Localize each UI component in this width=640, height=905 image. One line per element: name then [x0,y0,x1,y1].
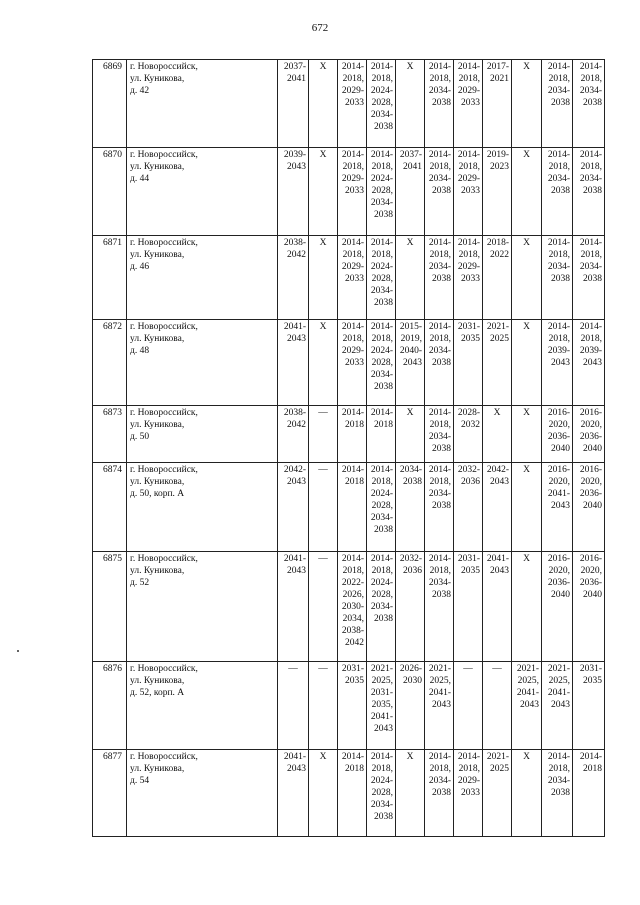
period-cell: 2014- 2018 [367,406,396,463]
period-cell: 2014- 2018, 2034- 2038 [425,148,454,236]
period-cell: 2016- 2020, 2036- 2040 [542,406,573,463]
period-cell: 2014- 2018, 2034- 2038 [425,552,454,662]
period-cell: 2037- 2041 [278,60,309,148]
table-body [93,60,605,837]
address-cell: г. Новороссийск, ул. Куникова, д. 42 [127,60,278,148]
period-cell: 2016- 2020, 2036- 2040 [573,463,605,552]
address-cell: г. Новороссийск, ул. Куникова, д. 50 [127,406,278,463]
period-cell: 2014- 2018, 2034- 2038 [573,60,605,148]
table-row [93,320,605,406]
address-cell: г. Новороссийск, ул. Куникова, д. 52, корп. А [127,662,278,750]
period-cell: X [512,236,542,320]
period-cell: 2014- 2018 [573,750,605,837]
period-cell: 2021- 2025 [483,750,512,837]
period-cell: 2014- 2018, 2034- 2038 [542,236,573,320]
table-row [93,662,605,750]
period-cell: — [309,406,338,463]
scan-speck [17,650,19,652]
address-cell: г. Новороссийск, ул. Куникова, д. 50, корп. А [127,463,278,552]
period-cell: X [512,148,542,236]
period-cell: 2021- 2025, 2041- 2043 [542,662,573,750]
period-cell: X [512,60,542,148]
period-cell: X [396,60,425,148]
period-cell: 2016- 2020, 2036- 2040 [573,552,605,662]
period-cell: 2032- 2036 [454,463,483,552]
period-cell: 2034- 2038 [396,463,425,552]
period-cell: 2031- 2035 [454,552,483,662]
table-row [93,463,605,552]
table-row [93,60,605,148]
period-cell: X [396,236,425,320]
period-cell: 2014- 2018, 2029- 2033 [338,236,367,320]
period-cell: 2021- 2025, 2031- 2035, 2041- 2043 [367,662,396,750]
row-number: 6876 [93,662,127,750]
address-cell: г. Новороссийск, ул. Куникова, д. 48 [127,320,278,406]
period-cell: 2014- 2018, 2024- 2028, 2034- 2038 [367,320,396,406]
row-number: 6869 [93,60,127,148]
period-cell: 2014- 2018, 2024- 2028, 2034- 2038 [367,236,396,320]
period-cell: 2016- 2020, 2041- 2043 [542,463,573,552]
period-cell: 2014- 2018, 2034- 2038 [425,463,454,552]
period-cell: 2014- 2018, 2029- 2033 [338,148,367,236]
period-cell: 2014- 2018, 2039- 2043 [542,320,573,406]
period-cell: 2014- 2018, 2034- 2038 [425,750,454,837]
address-cell: г. Новороссийск, ул. Куникова, д. 52 [127,552,278,662]
period-cell: 2031- 2035 [338,662,367,750]
registry-table [92,59,605,837]
period-cell: 2014- 2018, 2029- 2033 [454,236,483,320]
period-cell: 2037- 2041 [396,148,425,236]
period-cell: 2014- 2018, 2029- 2033 [454,148,483,236]
period-cell: 2014- 2018, 2029- 2033 [338,60,367,148]
period-cell: 2038- 2042 [278,406,309,463]
period-cell: 2014- 2018, 2029- 2033 [454,60,483,148]
period-cell: 2014- 2018, 2034- 2038 [425,60,454,148]
period-cell: 2041- 2043 [483,552,512,662]
period-cell: 2014- 2018 [338,750,367,837]
period-cell: — [454,662,483,750]
period-cell: X [483,406,512,463]
period-cell: X [309,236,338,320]
period-cell: 2014- 2018, 2024- 2028, 2034- 2038 [367,552,396,662]
period-cell: X [309,750,338,837]
period-cell: X [309,320,338,406]
table-row [93,750,605,837]
period-cell: 2039- 2043 [278,148,309,236]
period-cell: 2014- 2018, 2024- 2028, 2034- 2038 [367,463,396,552]
period-cell: X [396,406,425,463]
period-cell: — [309,463,338,552]
period-cell: 2014- 2018, 2034- 2038 [542,148,573,236]
period-cell: X [512,320,542,406]
period-cell: X [309,60,338,148]
period-cell: 2041- 2043 [278,320,309,406]
address-cell: г. Новороссийск, ул. Куникова, д. 44 [127,148,278,236]
period-cell: 2014- 2018, 2039- 2043 [573,320,605,406]
table-row [93,406,605,463]
row-number: 6875 [93,552,127,662]
period-cell: — [483,662,512,750]
period-cell: 2017- 2021 [483,60,512,148]
row-number: 6872 [93,320,127,406]
table-row [93,148,605,236]
period-cell: 2042- 2043 [278,463,309,552]
period-cell: 2014- 2018, 2034- 2038 [542,750,573,837]
period-cell: 2031- 2035 [454,320,483,406]
period-cell: 2014- 2018 [338,463,367,552]
period-cell: 2026- 2030 [396,662,425,750]
table-row [93,552,605,662]
period-cell: 2021- 2025, 2041- 2043 [425,662,454,750]
address-cell: г. Новороссийск, ул. Куникова, д. 46 [127,236,278,320]
period-cell: 2014- 2018, 2034- 2038 [542,60,573,148]
period-cell: 2014- 2018, 2022- 2026, 2030- 2034, 2038- 2042 [338,552,367,662]
period-cell: — [309,662,338,750]
period-cell: 2014- 2018, 2029- 2033 [338,320,367,406]
row-number: 6874 [93,463,127,552]
period-cell: 2014- 2018, 2029- 2033 [454,750,483,837]
row-number: 6877 [93,750,127,837]
row-number: 6871 [93,236,127,320]
period-cell: 2014- 2018, 2024- 2028, 2034- 2038 [367,750,396,837]
page-number: 672 [311,22,329,34]
row-number: 6873 [93,406,127,463]
period-cell: X [396,750,425,837]
address-cell: г. Новороссийск, ул. Куникова, д. 54 [127,750,278,837]
table-row [93,236,605,320]
period-cell: 2014- 2018, 2034- 2038 [573,148,605,236]
period-cell: 2019- 2023 [483,148,512,236]
period-cell: 2041- 2043 [278,552,309,662]
period-cell: 2018- 2022 [483,236,512,320]
period-cell: 2014- 2018, 2034- 2038 [573,236,605,320]
period-cell: 2015- 2019, 2040- 2043 [396,320,425,406]
period-cell: 2042- 2043 [483,463,512,552]
period-cell: 2031- 2035 [573,662,605,750]
period-cell: 2014- 2018, 2034- 2038 [425,406,454,463]
period-cell: 2038- 2042 [278,236,309,320]
period-cell: — [309,552,338,662]
period-cell: 2021- 2025, 2041- 2043 [512,662,542,750]
period-cell: 2014- 2018, 2024- 2028, 2034- 2038 [367,148,396,236]
period-cell: X [512,552,542,662]
period-cell: X [512,406,542,463]
period-cell: 2028- 2032 [454,406,483,463]
period-cell: X [512,750,542,837]
period-cell: 2014- 2018, 2034- 2038 [425,236,454,320]
row-number: 6870 [93,148,127,236]
period-cell: 2041- 2043 [278,750,309,837]
period-cell: 2016- 2020, 2036- 2040 [573,406,605,463]
period-cell: 2032- 2036 [396,552,425,662]
period-cell: — [278,662,309,750]
period-cell: 2014- 2018, 2034- 2038 [425,320,454,406]
period-cell: X [309,148,338,236]
period-cell: 2021- 2025 [483,320,512,406]
period-cell: 2016- 2020, 2036- 2040 [542,552,573,662]
period-cell: X [512,463,542,552]
period-cell: 2014- 2018 [338,406,367,463]
period-cell: 2014- 2018, 2024- 2028, 2034- 2038 [367,60,396,148]
